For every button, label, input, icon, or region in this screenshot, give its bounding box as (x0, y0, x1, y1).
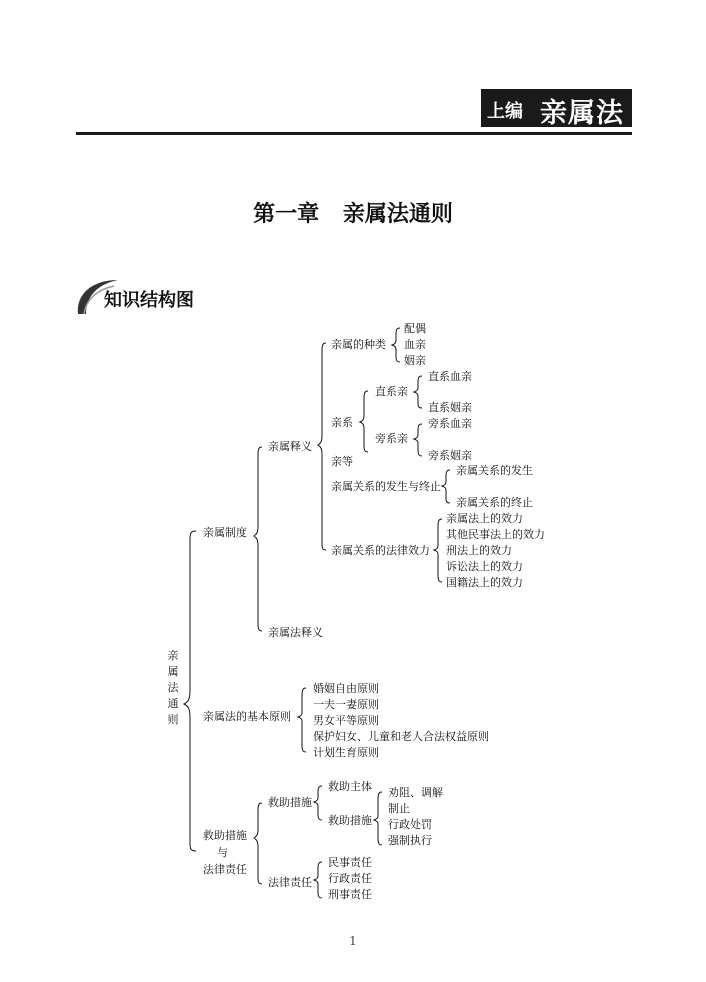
node-degree: 亲等 (331, 455, 353, 468)
brace-kinship-system (254, 447, 262, 631)
list-item: 计划生育原则 (313, 746, 379, 759)
list-item: 直系血亲 (428, 370, 472, 383)
list-item: 民事责任 (328, 856, 372, 869)
list-item: 亲属关系的终止 (456, 496, 533, 509)
list-item: 直系姻亲 (428, 401, 472, 414)
page-number: 1 (349, 934, 357, 948)
brace-direct (414, 376, 422, 408)
brace-legal-effect (434, 519, 442, 582)
brace-root (184, 531, 196, 851)
node-relation: 亲系 (331, 416, 353, 429)
list-item: 亲属法上的效力 (446, 512, 523, 525)
brace-liability (314, 862, 322, 898)
brace-kinship-explain (318, 343, 326, 550)
root-char: 则 (167, 713, 179, 726)
root-char: 亲 (167, 649, 179, 662)
brace-relief (314, 786, 322, 820)
list-item: 亲属关系的发生 (456, 464, 533, 477)
list-item: 刑事责任 (328, 888, 372, 901)
root-char: 通 (167, 697, 179, 710)
list-item: 诉讼法上的效力 (446, 560, 523, 573)
node-kinship-explain: 亲属释义 (268, 440, 312, 453)
node-relief-sub: 救助措施 (268, 796, 312, 809)
node-relief: 救助措施 (203, 829, 247, 842)
list-item: 血亲 (404, 338, 426, 351)
brace-kinds (392, 328, 400, 362)
brace-relation (360, 391, 368, 452)
list-item: 旁系血亲 (428, 417, 472, 430)
list-item: 男女平等原则 (313, 714, 379, 727)
brace-principles (298, 688, 306, 752)
list-item: 姻亲 (404, 354, 426, 367)
list-item: 劝阻、调解 (388, 786, 443, 799)
list-item: 保护妇女、儿童和老人合法权益原则 (313, 730, 489, 743)
header-title: 亲属法 (540, 98, 624, 129)
list-item: 强制执行 (388, 834, 432, 847)
list-item: 婚姻自由原则 (313, 682, 379, 695)
list-item: 一夫一妻原则 (313, 698, 379, 711)
chapter-title: 亲属法通则 (342, 201, 453, 227)
brace-occur-end (442, 470, 450, 503)
node-collateral: 旁系亲 (375, 432, 408, 445)
node-direct: 直系亲 (375, 385, 408, 398)
node-kinds: 亲属的种类 (331, 338, 386, 351)
node-and: 与 (217, 846, 228, 859)
brace-collateral (414, 424, 422, 456)
list-item: 配偶 (404, 322, 426, 335)
brace-measures (374, 792, 382, 845)
list-item: 其他民事法上的效力 (446, 528, 545, 541)
node-basic-principles: 亲属法的基本原则 (203, 710, 291, 723)
header-part-label: 上编 (487, 101, 523, 122)
node-liability: 法律责任 (268, 876, 312, 889)
tree-root (166, 648, 180, 728)
section-title: 知识结构图 (104, 290, 194, 311)
root-char: 法 (167, 681, 179, 694)
list-item: 行政责任 (328, 872, 372, 885)
node-legal-effect: 亲属关系的法律效力 (331, 544, 430, 557)
list-item: 行政处罚 (388, 818, 432, 831)
list-item: 刑法上的效力 (446, 544, 512, 557)
root-char: 属 (167, 665, 179, 678)
node-relief-subject: 救助主体 (328, 780, 372, 793)
node-occur-end: 亲属关系的发生与终止 (331, 480, 441, 493)
chapter-number: 第一章 (253, 201, 320, 227)
brace-relief-liability (254, 803, 262, 884)
node-liability-group: 法律责任 (203, 863, 247, 876)
list-item: 国籍法上的效力 (446, 576, 523, 589)
node-relief-measures: 救助措施 (328, 814, 372, 827)
node-kinship-system: 亲属制度 (203, 526, 247, 539)
list-item: 旁系姻亲 (428, 449, 472, 462)
list-item: 制止 (388, 802, 410, 815)
node-kinship-law-explain: 亲属法释义 (268, 626, 323, 639)
